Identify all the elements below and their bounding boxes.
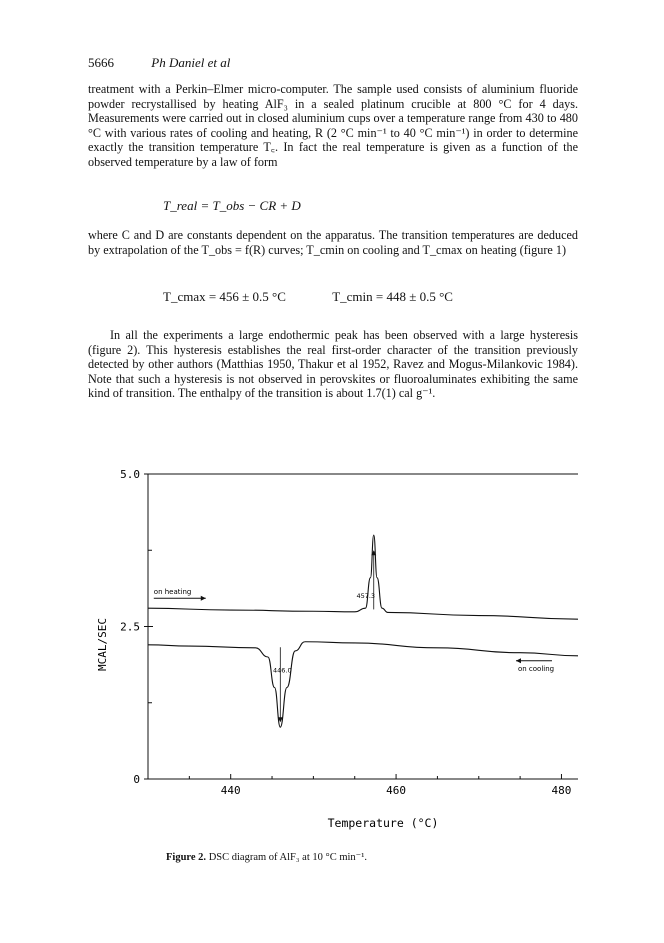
x-tick-label: 480 [551,784,572,797]
chart-curves [148,535,578,727]
heating-label: on heating [153,588,192,597]
x-tick-label: 460 [386,784,407,797]
cooling-arrowhead [516,658,521,663]
tcmin-value: T_cmin = 448 ± 0.5 °C [332,289,453,304]
y-tick-label: 2.5 [120,620,140,634]
running-authors: Ph Daniel et al [151,55,231,70]
paragraph-2: where C and D are constants dependent on the apparatus. The transition temperatures are deduced by extrapolation of the T_obs = f(R) curves; T_cmin on cooling and T_cmax on heating (figure 1) [88,228,578,257]
heating-arrowhead [201,596,206,601]
x-tick-label: 440 [220,784,241,797]
figure-caption [166,851,367,863]
page-header [88,55,230,71]
cooling-curve [148,642,578,727]
heating-peak-label: 457.3 [356,592,376,600]
paragraph-1: treatment with a Perkin–Elmer micro-computer. The sample used consists of aluminium fluoride powder recrystallised by heating AlF₃ in a sealed platinum crucible at 800 °C for 4 days. Measurements were carried out in closed aluminium cups over a temperature range from 430 to 480 °C with various rates of cooling and heating, R (2 °C min⁻¹ to 40 °C min⁻¹) in order to determine exactly the transition temperature T꜀. In fact the real temperature is given as a function of the observed temperature by a law of form [88,82,578,169]
equation-2 [163,289,453,305]
cooling-label: on cooling [517,664,555,673]
y-tick-label: 0 [133,773,140,786]
page-number: 5666 [88,55,114,70]
caption-text: DSC diagram of AlF₃ at 10 °C min⁻¹. [208,852,367,863]
x-axis-label: Temperature (°C) [327,816,439,830]
tcmax-value: T_cmax = 456 ± 0.5 °C [163,289,286,304]
y-axis-label: MCAL/SEC [96,618,109,671]
equation-1: T_real = T_obs − CR + D [163,198,301,213]
chart-axes [96,468,578,830]
chart-labels [154,550,554,722]
y-tick-label: 5.0 [120,468,140,481]
paragraph-3: In all the experiments a large endothermic peak has been observed with a large hysteresis (figure 2). This hysteresis establishes the real first-order character of the transition previously detected by other authors (Matthias 1950, Thakur et al 1952, Ravez and Mogus-Milankovic 1984). Note that such a hysteresis is not observed in perovskites or fluoroaluminates exhibiting the same kind of transition. The enthalpy of the transition is about 1.7(1) cal g⁻¹. [88,328,578,401]
dsc-chart [0,455,664,840]
caption-label: Figure 2. [166,852,207,863]
heating-curve [148,535,578,619]
cooling-peak-label: 446.0 [273,666,292,675]
